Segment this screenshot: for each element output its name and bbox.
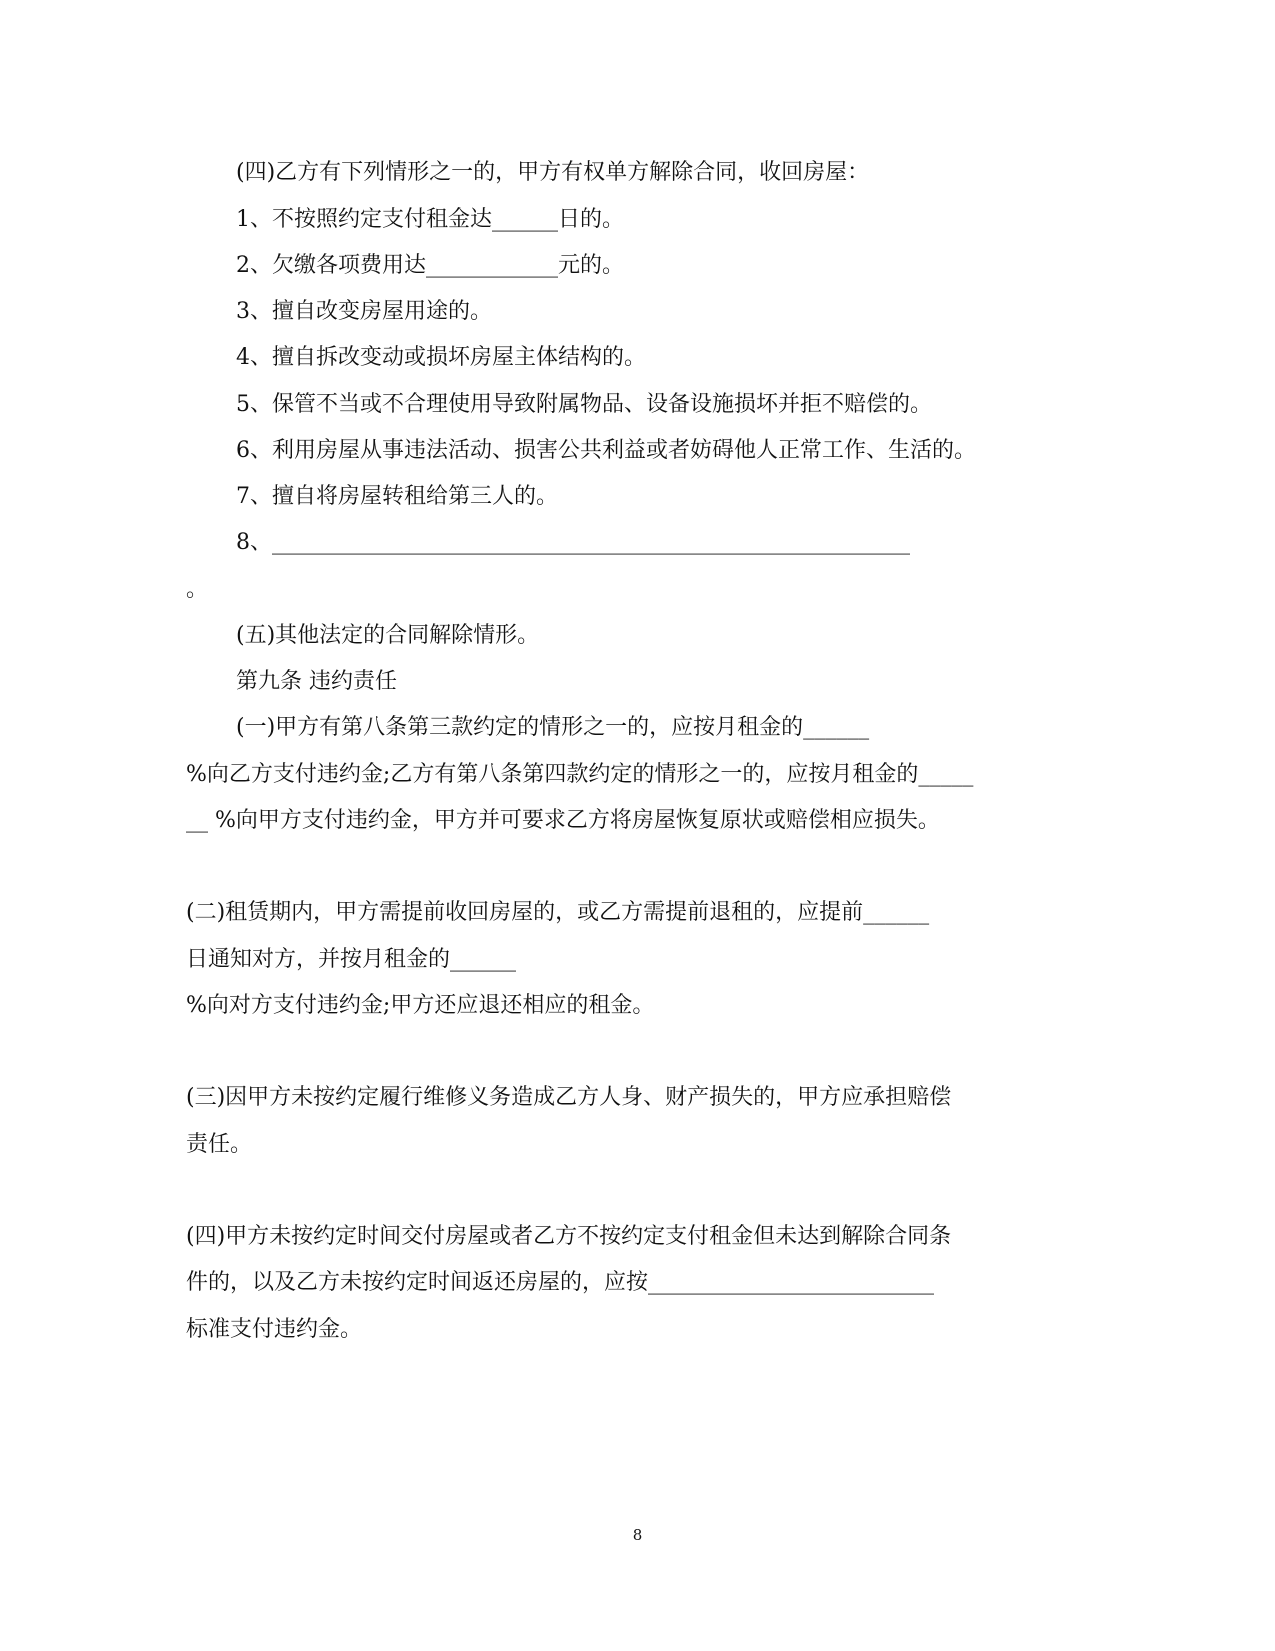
liability-1-line-1: (一)甲方有第八条第三款约定的情形之一的，应按月租金的______ [236, 715, 870, 740]
liability-1-line-2: %向乙方支付违约金;乙方有第八条第四款约定的情形之一的，应按月租金的_____ [186, 762, 974, 787]
clause-4-item-1: 1、不按照约定支付租金达______日的。 [236, 207, 624, 232]
liability-4-line-3: 标准支付违约金。 [186, 1317, 363, 1342]
liability-3-line-2: 责任。 [186, 1132, 253, 1157]
clause-4-item-8: 8、__________________________________________________________ [236, 530, 910, 555]
clause-4-item-2: 2、欠缴各项费用达____________元的。 [236, 253, 624, 278]
clause-5-heading: (五)其他法定的合同解除情形。 [236, 623, 540, 648]
liability-4-line-1: (四)甲方未按约定时间交付房屋或者乙方不按约定支付租金但未达到解除合同条 [186, 1224, 952, 1249]
article-9-title: 第九条 违约责任 [236, 669, 397, 694]
page-number: 8 [632, 1526, 643, 1544]
clause-4-heading: (四)乙方有下列情形之一的，甲方有权单方解除合同，收回房屋： [236, 160, 870, 185]
clause-4-item-8-end: 。 [186, 577, 209, 602]
liability-2-line-2: 日通知对方，并按月租金的______ [186, 947, 517, 972]
liability-2-line-3: %向对方支付违约金;甲方还应退还相应的租金。 [186, 993, 655, 1018]
liability-2-line-1: (二)租赁期内，甲方需提前收回房屋的，或乙方需提前退租的，应提前______ [186, 900, 930, 925]
clause-4-item-4: 4、擅自拆改变动或损坏房屋主体结构的。 [236, 345, 646, 370]
clause-4-item-5: 5、保管不当或不合理使用导致附属物品、设备设施损坏并拒不赔偿的。 [236, 392, 932, 417]
clause-4-item-7: 7、擅自将房屋转租给第三人的。 [236, 484, 558, 509]
clause-4-item-6: 6、利用房屋从事违法活动、损害公共利益或者妨碍他人正常工作、生活的。 [236, 438, 976, 463]
liability-4-line-2: 件的，以及乙方未按约定时间返还房屋的，应按__________________________ [186, 1270, 935, 1295]
liability-3-line-1: (三)因甲方未按约定履行维修义务造成乙方人身、财产损失的，甲方应承担赔偿 [186, 1085, 952, 1110]
clause-4-item-3: 3、擅自改变房屋用途的。 [236, 299, 492, 324]
liability-1-line-3: __ %向甲方支付违约金，甲方并可要求乙方将房屋恢复原状或赔偿相应损失。 [186, 808, 940, 833]
